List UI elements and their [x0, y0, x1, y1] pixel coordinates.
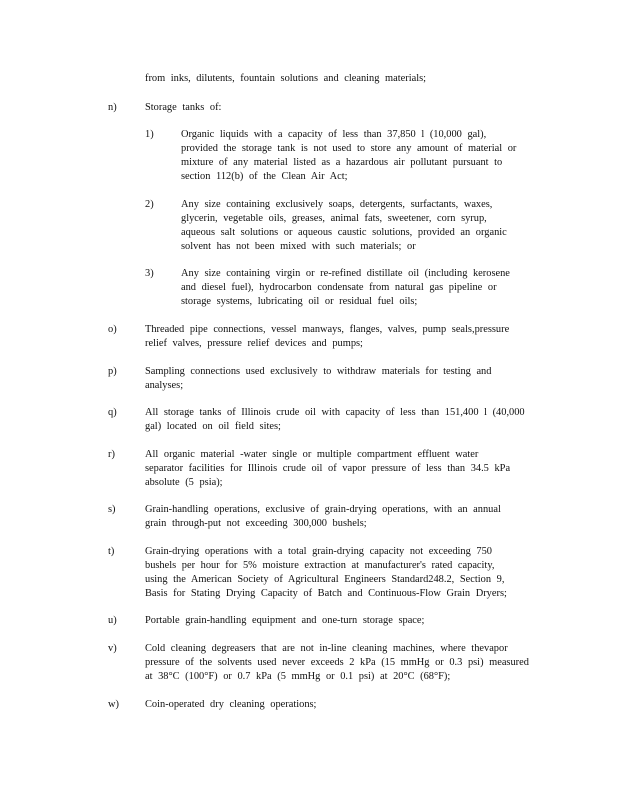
item-text-t: [145, 545, 545, 601]
item-line: gal) located on oil field sites;: [145, 421, 281, 432]
item-marker-p: p): [108, 366, 117, 377]
subitem-line: mixture of any material listed as a hazardous air pollutant pursuant to: [181, 157, 503, 168]
item-marker-q: q): [108, 407, 117, 418]
item-line: All organic material -water single or multiple compartment effluent water: [145, 449, 479, 460]
item-line: absolute (5 psia);: [145, 477, 223, 488]
item-line: relief valves, pressure relief devices and pumps;: [145, 338, 363, 349]
item-text-r: [145, 448, 545, 490]
item-line: Cold cleaning degreasers that are not in-line cleaning machines, where thevapor: [145, 643, 508, 654]
item-text-n: Storage tanks of:: [145, 102, 222, 113]
item-line: pressure of the solvents used never exceeds 2 kPa (15 mmHg or 0.3 psi) measured: [145, 657, 529, 668]
item-marker-r: r): [108, 449, 115, 460]
item-line: Basis for Stating Drying Capacity of Batch and Continuous-Flow Grain Dryers;: [145, 588, 507, 599]
item-line: grain through-put not exceeding 300,000 bushels;: [145, 518, 367, 529]
item-text-w: [145, 698, 545, 712]
item-text-o: [145, 323, 545, 351]
item-text-p: [145, 365, 545, 393]
item-marker-u: u): [108, 615, 117, 626]
item-line: analyses;: [145, 380, 184, 391]
item-line: using the American Society of Agricultural Engineers Standard248.2, Section 9,: [145, 574, 505, 585]
item-text-u: [145, 614, 545, 628]
item-text-q: [145, 406, 545, 434]
subitem-line: Organic liquids with a capacity of less than 37,850 l (10,000 gal),: [181, 129, 487, 140]
item-line: Portable grain-handling equipment and one-turn storage space;: [145, 615, 425, 626]
subitem-line: section 112(b) of the Clean Air Act;: [181, 171, 348, 182]
continuation-text: from inks, dilutents, fountain solutions and cleaning materials;: [145, 73, 427, 84]
subitem-line: solvent has not been mixed with such materials; or: [181, 241, 416, 252]
item-line: Sampling connections used exclusively to withdraw materials for testing and: [145, 366, 492, 377]
item-text-s: [145, 503, 545, 531]
subitem-text-1: [181, 128, 541, 184]
item-line: All storage tanks of Illinois crude oil with capacity of less than 151,400 l (40,000: [145, 407, 525, 418]
subitem-text-3: [181, 267, 541, 309]
subitem-line: Any size containing exclusively soaps, detergents, surfactants, waxes,: [181, 199, 493, 210]
item-line: at 38°C (100°F) or 0.7 kPa (5 mmHg or 0.1 psi) at 20°C (68°F);: [145, 671, 451, 682]
item-line: Coin-operated dry cleaning operations;: [145, 699, 317, 710]
subitem-marker-2: 2): [145, 199, 154, 210]
item-marker-n: n): [108, 102, 117, 113]
item-text-v: [145, 642, 545, 684]
item-marker-o: o): [108, 324, 117, 335]
subitem-line: Any size containing virgin or re-refined distillate oil (including kerosene: [181, 268, 510, 279]
subitem-line: aqueous salt solutions or aqueous caustic solutions, provided an organic: [181, 227, 507, 238]
subitem-marker-1: 1): [145, 129, 154, 140]
item-line: separator facilities for Illinois crude oil of vapor pressure of less than 34.5 kPa: [145, 463, 511, 474]
subitem-line: storage systems, lubricating oil or residual fuel oils;: [181, 296, 418, 307]
item-line: Threaded pipe connections, vessel manways, flanges, valves, pump seals,pressure: [145, 324, 510, 335]
subitem-text-2: [181, 198, 541, 254]
item-marker-t: t): [108, 546, 115, 557]
item-marker-s: s): [108, 504, 116, 515]
subitem-line: and diesel fuel), hydrocarbon condensate from natural gas pipeline or: [181, 282, 497, 293]
item-marker-w: w): [108, 699, 119, 710]
item-marker-v: v): [108, 643, 117, 654]
subitem-marker-3: 3): [145, 268, 154, 279]
item-line: bushels per hour for 5% moisture extraction at manufacturer's rated capacity,: [145, 560, 495, 571]
subitem-line: glycerin, vegetable oils, greases, animal fats, sweetener, corn syrup,: [181, 213, 487, 224]
item-line: Grain-drying operations with a total grain-drying capacity not exceeding 750: [145, 546, 492, 557]
subitem-line: provided the storage tank is not used to store any amount of material or: [181, 143, 517, 154]
item-line: Grain-handling operations, exclusive of grain-drying operations, with an annual: [145, 504, 501, 515]
